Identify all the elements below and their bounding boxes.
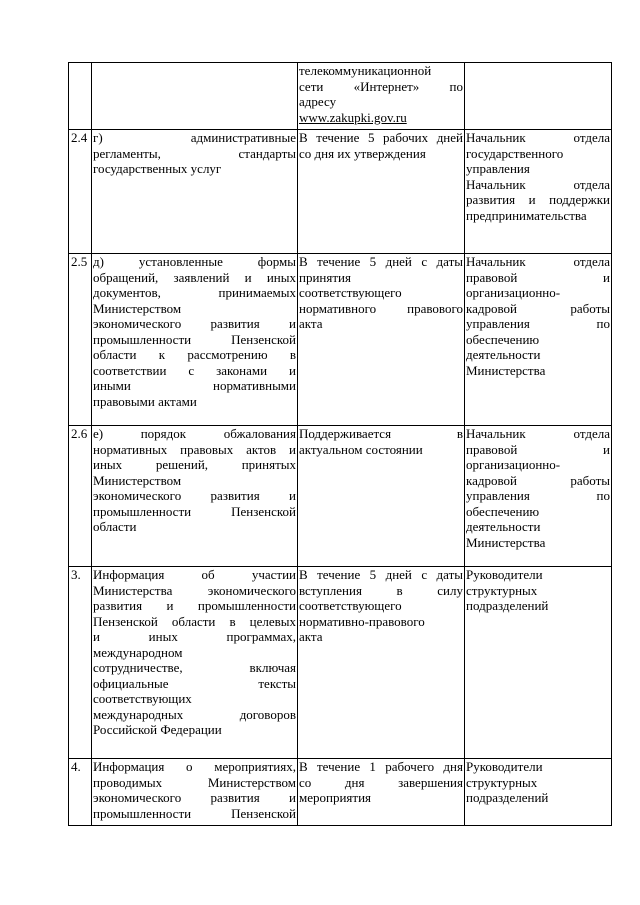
item-description-cell	[92, 567, 298, 759]
text-line: обеспечению	[466, 503, 540, 519]
text-line: предпринимательства	[466, 207, 587, 223]
row-number-cell: 2.6	[69, 426, 92, 567]
text-line: вступления в силу	[299, 582, 463, 598]
item-description-cell	[92, 130, 298, 254]
text-line: кадровой работы	[466, 300, 610, 316]
row-number-cell	[69, 63, 92, 130]
text-line: Министерства экономического	[93, 582, 296, 598]
text-line: Министерства	[466, 534, 546, 550]
text-line: Информация о мероприятиях,	[93, 759, 296, 774]
row-number-cell: 3.	[69, 567, 92, 759]
text-line: документов, принимаемых	[93, 285, 296, 300]
text-line: управления по	[466, 488, 610, 503]
text-line: соответствующего	[299, 285, 402, 300]
item-description-cell	[92, 254, 298, 426]
text-line: соответствии с законами и	[93, 362, 296, 378]
responsible-cell	[465, 130, 612, 254]
text-line: правовой и	[466, 269, 610, 285]
text-line: телекоммуникационной	[299, 63, 432, 78]
text-line: деятельности	[466, 347, 541, 362]
item-description-cell	[92, 426, 298, 567]
table-row	[69, 63, 612, 130]
text-line: В течение 5 дней с даты	[299, 567, 463, 582]
deadline-cell	[298, 759, 465, 826]
text-line: В течение 5 дней с даты	[299, 254, 463, 269]
text-line: международном	[93, 644, 183, 660]
text-line: международных договоров	[93, 706, 296, 722]
text-line: и иных программах,	[93, 629, 296, 644]
text-line: Руководители	[466, 759, 543, 774]
text-line: развития и поддержки	[466, 192, 610, 207]
text-line: мероприятия	[299, 790, 372, 805]
text-line: развития и промышленности	[93, 598, 296, 613]
responsible-cell	[465, 567, 612, 759]
table-row	[69, 254, 612, 426]
text-line: кадровой работы	[466, 472, 610, 488]
text-line: акта	[299, 316, 323, 331]
text-line: Министерства	[466, 362, 546, 378]
text-line: Информация об участии	[93, 567, 296, 582]
table-row	[69, 130, 612, 254]
item-description-cell	[92, 759, 298, 826]
text-line: Российской Федерации	[93, 722, 222, 737]
text-line: правовыми актами	[93, 393, 197, 409]
text-line: регламенты, стандарты	[93, 145, 296, 161]
text-line: управления по	[466, 316, 610, 331]
text-line: деятельности	[466, 519, 541, 534]
text-line: Поддерживается в	[299, 426, 463, 441]
text-line: организационно-	[466, 457, 561, 472]
table-row	[69, 759, 612, 826]
text-line: В течение 5 рабочих дней	[299, 130, 463, 145]
text-line: г) административные	[93, 130, 296, 145]
text-line: соответствующего	[299, 598, 402, 613]
text-line: экономического развития и	[93, 790, 296, 805]
text-line: нормативного правового	[299, 300, 463, 316]
deadline-cell	[298, 130, 465, 254]
responsible-cell	[465, 426, 612, 567]
text-line: Начальник отдела	[466, 130, 610, 145]
text-line: со дня завершения	[299, 774, 463, 790]
text-line: области к рассмотрению в	[93, 347, 296, 362]
text-line: государственного	[466, 145, 564, 161]
text-line: официальные тексты	[93, 675, 296, 691]
text-line: принятия	[299, 269, 351, 285]
row-number-cell: 4.	[69, 759, 92, 826]
text-line: иными нормативными	[93, 378, 296, 393]
text-line: сети «Интернет» по	[299, 78, 463, 94]
text-line: правовой и	[466, 441, 610, 457]
text-line: нормативно-правового	[299, 613, 425, 629]
text-line: иных решений, принятых	[93, 457, 296, 472]
responsible-cell	[465, 254, 612, 426]
deadline-cell	[298, 426, 465, 567]
text-line: Руководители	[466, 567, 543, 582]
text-line: подразделений	[466, 598, 549, 613]
responsible-cell	[465, 759, 612, 826]
deadline-cell	[298, 567, 465, 759]
text-line: проводимых Министерством	[93, 774, 296, 790]
text-line: со дня их утверждения	[299, 145, 426, 161]
responsible-cell	[465, 63, 612, 130]
text-line: Министерством	[93, 300, 182, 316]
item-description-cell	[92, 63, 298, 130]
text-line: акта	[299, 629, 323, 644]
text-line: адресу	[299, 94, 337, 109]
text-line: Начальник отдела	[466, 254, 610, 269]
text-line: промышленности Пензенской	[93, 805, 296, 821]
table-row	[69, 426, 612, 567]
text-line: Министерством	[93, 472, 182, 488]
text-line: экономического развития и	[93, 488, 296, 503]
website-link[interactable]: www.zakupki.gov.ru	[299, 109, 407, 125]
text-line: Пензенской области в целевых	[93, 613, 296, 629]
deadline-cell	[298, 254, 465, 426]
text-line: обеспечению	[466, 331, 540, 347]
row-number-cell: 2.5	[69, 254, 92, 426]
text-line: нормативных правовых актов и	[93, 441, 296, 457]
text-line: е) порядок обжалования	[93, 426, 296, 441]
text-line: д) установленные формы	[93, 254, 296, 269]
text-line: обращений, заявлений и иных	[93, 269, 296, 285]
text-line: Начальник отдела	[466, 176, 610, 192]
deadline-cell	[298, 63, 465, 130]
text-line: подразделений	[466, 790, 549, 805]
text-line: соответствующих	[93, 691, 192, 706]
text-line: сотрудничестве, включая	[93, 660, 296, 675]
document-table	[68, 62, 612, 826]
text-line: управления	[466, 161, 530, 176]
text-line: промышленности Пензенской	[93, 503, 296, 519]
text-line: экономического развития и	[93, 316, 296, 331]
text-line: промышленности Пензенской	[93, 331, 296, 347]
text-line: актуальном состоянии	[299, 441, 423, 457]
text-line: области	[93, 519, 137, 534]
text-line: структурных	[466, 774, 538, 790]
text-line: Начальник отдела	[466, 426, 610, 441]
text-line: организационно-	[466, 285, 561, 300]
text-line: структурных	[466, 582, 538, 598]
row-number-cell: 2.4	[69, 130, 92, 254]
text-line: В течение 1 рабочего дня	[299, 759, 463, 774]
table-row	[69, 567, 612, 759]
text-line: государственных услуг	[93, 161, 222, 176]
